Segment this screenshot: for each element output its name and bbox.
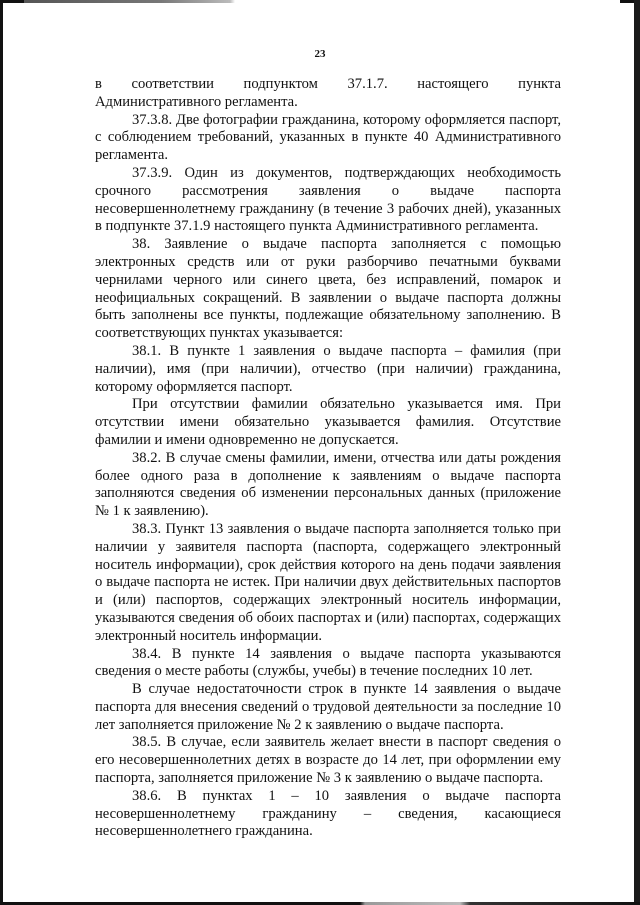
scan-border-right bbox=[634, 0, 640, 905]
document-body bbox=[95, 76, 561, 841]
paragraph-38-5: 38.5. В случае, если заявитель желает внести в паспорт сведения о его несовершеннолетних детях в возрасте до 14 лет, при оформлении ему паспорта, заполняется приложение № 3 к заявлению о выдаче паспорта. bbox=[95, 734, 561, 787]
paragraph-37-3-8: 37.3.8. Две фотографии гражданина, которому оформляется паспорт, с соблюдением требований, указанных в пункте 40 Административного регламента. bbox=[95, 111, 561, 164]
paragraph-38-2: 38.2. В случае смены фамилии, имени, отчества или даты рождения более одного раза в дополнение к заявлениям о выдаче паспорта заполняются сведения об изменении персональных данных (приложение № 1 к заявлению). bbox=[95, 449, 561, 520]
paragraph-38-3: 38.3. Пункт 13 заявления о выдаче паспорта заполняется только при наличии у заявителя паспорта (паспорта, содержащего электронный носитель информации), срок действия которого на день подачи заявления о выдаче паспорта не истек. При наличии двух действительных паспортов и (или) паспортов, содержащих электронный носитель информации, указываются сведения об обоих паспортах и (или) паспортах, содержащих электронный носитель информации. bbox=[95, 520, 561, 644]
paragraph-38-4-note: В случае недостаточности строк в пункте 14 заявления о выдаче паспорта для внесения сведений о трудовой деятельности за последние 10 лет заполняется приложение № 2 к заявлению о выдаче паспорта. bbox=[95, 681, 561, 733]
scan-border-left bbox=[0, 0, 3, 905]
paragraph-38-1: 38.1. В пункте 1 заявления о выдаче паспорта – фамилия (при наличии), имя (при наличии), отчество (при наличии) гражданина, которому оформляется паспорт. bbox=[95, 342, 561, 395]
paragraph-38-1-note: При отсутствии фамилии обязательно указывается имя. При отсутствии имени обязательно указывается фамилия. Отсутствие фамилии и имени одновременно не допускается. bbox=[95, 396, 561, 448]
paragraph-continuation: в соответствии подпунктом 37.1.7. настоящего пункта Административного регламента. bbox=[95, 76, 561, 110]
paragraph-38-6: 38.6. В пунктах 1 – 10 заявления о выдаче паспорта несовершеннолетнему гражданину – сведения, касающиеся несовершеннолетнего гражданина. bbox=[95, 787, 561, 840]
paragraph-38: 38. Заявление о выдаче паспорта заполняется с помощью электронных средств или от руки разборчиво печатными буквами чернилами черного или синего цвета, без исправлений, помарок и неофициальных сокращений. В заявлении о выдаче паспорта должны быть заполнены все пункты, подлежащие обязательному заполнению. В соответствующих пунктах указывается: bbox=[95, 236, 561, 342]
page-number: 23 bbox=[314, 48, 326, 60]
paragraph-38-4: 38.4. В пункте 14 заявления о выдаче паспорта указываются сведения о месте работы (службы, учебы) в течение последних 10 лет. bbox=[95, 645, 561, 680]
paragraph-37-3-9: 37.3.9. Один из документов, подтверждающих необходимость срочного рассмотрения заявления о выдаче паспорта несовершеннолетнему гражданину (в течение 3 рабочих дней), указанных в подпункте 37.1.9 настоящего пункта Административного регламента. bbox=[95, 164, 561, 235]
scan-border-top bbox=[0, 0, 640, 3]
